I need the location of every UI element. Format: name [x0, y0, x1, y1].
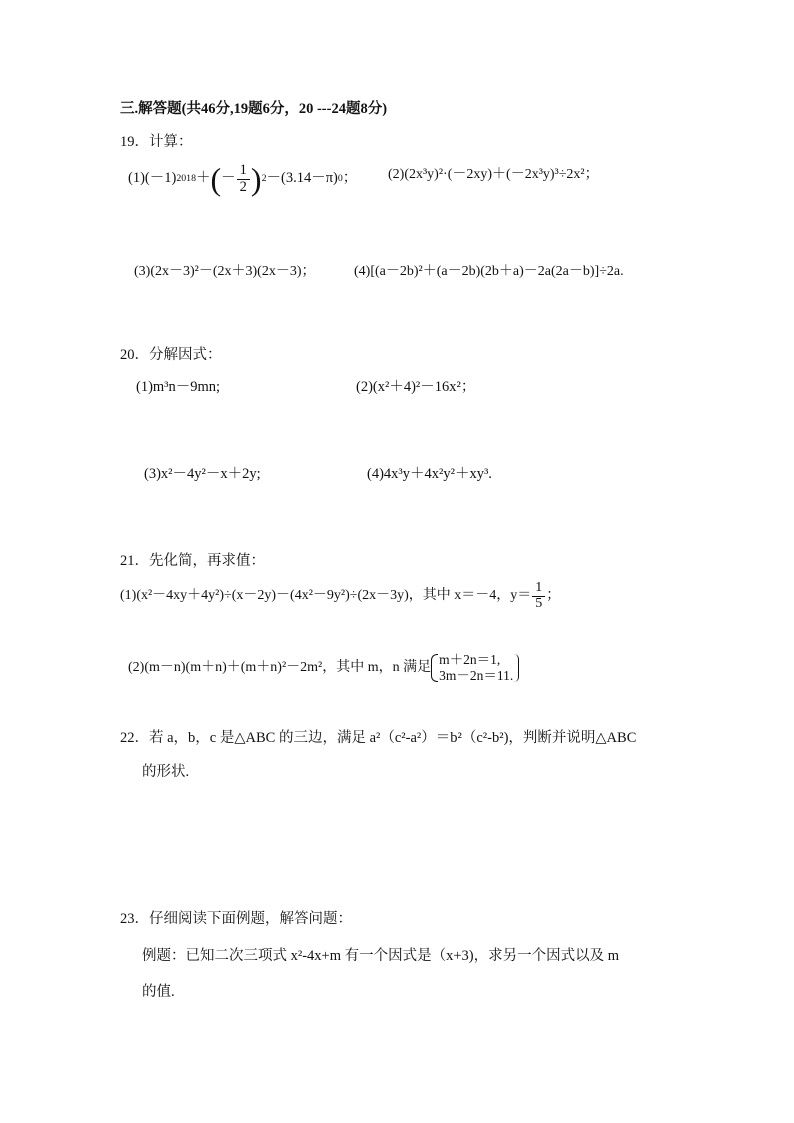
q19-part2: (2)(2x³y)²·(－2xy)＋(－2x³y)³÷2x²； — [388, 167, 599, 182]
q19-p1-prefix: (1)(－1) — [128, 170, 177, 187]
q21-title: 21．先化简，再求值： — [120, 553, 265, 569]
q23-title: 23．仔细阅读下面例题，解答问题： — [120, 911, 352, 927]
section-title: 三.解答题(共46分,19题6分，20 ---24题8分) — [120, 101, 388, 117]
equation-system — [431, 652, 519, 683]
q21-p2-text: (2)(m－n)(m＋n)＋(m＋n)²－2m²，其中 m，n 满足 — [128, 659, 432, 675]
q20-part1: (1)m³n－9mn; — [136, 379, 221, 395]
q20-part4: (4)4x³y＋4x²y²＋xy³. — [367, 466, 492, 482]
q19-part1: (1)(－1) 2018 ＋ ( － $\frac{1}{2}$ ) 2 －(3.14－π) 0 ； — [128, 161, 358, 197]
q23-line1: 例题：已知二次三项式 x²-4x+m 有一个因式是（x+3)，求另一个因式以及 m — [142, 948, 620, 964]
q19-p1-num: 1 — [239, 162, 247, 179]
fraction-one-fifth — [532, 581, 545, 611]
q21-part2 — [128, 650, 519, 686]
q21-p1-end: ； — [546, 587, 561, 603]
q20-part2: (2)(x²＋4)²－16x²； — [356, 379, 476, 395]
q21-p1-num: 1 — [535, 579, 543, 595]
left-paren: ( — [210, 161, 222, 197]
q19-part3: (3)(2x－3)²－(2x＋3)(2x－3)； — [134, 264, 316, 279]
q21-p2-sys1: m＋2n＝1, — [439, 652, 501, 668]
right-paren: ) — [250, 161, 262, 197]
q19-p1-end: ； — [342, 170, 358, 187]
q21-p1-den: 5 — [532, 596, 545, 612]
q21-p2-sys2: 3m－2n＝11. — [439, 668, 514, 683]
q19-p1-minus: － — [221, 170, 236, 187]
q19-title: 19．计算： — [120, 134, 193, 150]
fraction-one-half — [237, 163, 250, 194]
q22-line2: 的形状. — [142, 764, 190, 780]
q21-p1-text: (1)(x²－4xy＋4y²)÷(x－2y)－(4x²－9y²)÷(2x－3y)，其中 x＝－4，y＝ — [120, 587, 532, 603]
q19-part4: (4)[(a－2b)²＋(a－2b)(2b＋a)－2a(2a－b)]÷2a. — [354, 264, 624, 279]
q19-p1-den: 2 — [237, 179, 250, 195]
q22-line1: 22．若 a，b，c 是△ABC 的三边，满足 a²（c²-a²）＝b²（c²-b²)，判断并说明△ABC — [120, 730, 637, 746]
q19-p1-plus: ＋ — [196, 170, 211, 187]
q21-part1 — [120, 576, 560, 616]
q20-title: 20．分解因式： — [120, 347, 222, 363]
q19-p1-tail: －(3.14－π) — [266, 170, 338, 187]
q20-part3: (3)x²－4y²－x＋2y; — [144, 466, 261, 482]
q23-line2: 的值. — [142, 984, 175, 1000]
